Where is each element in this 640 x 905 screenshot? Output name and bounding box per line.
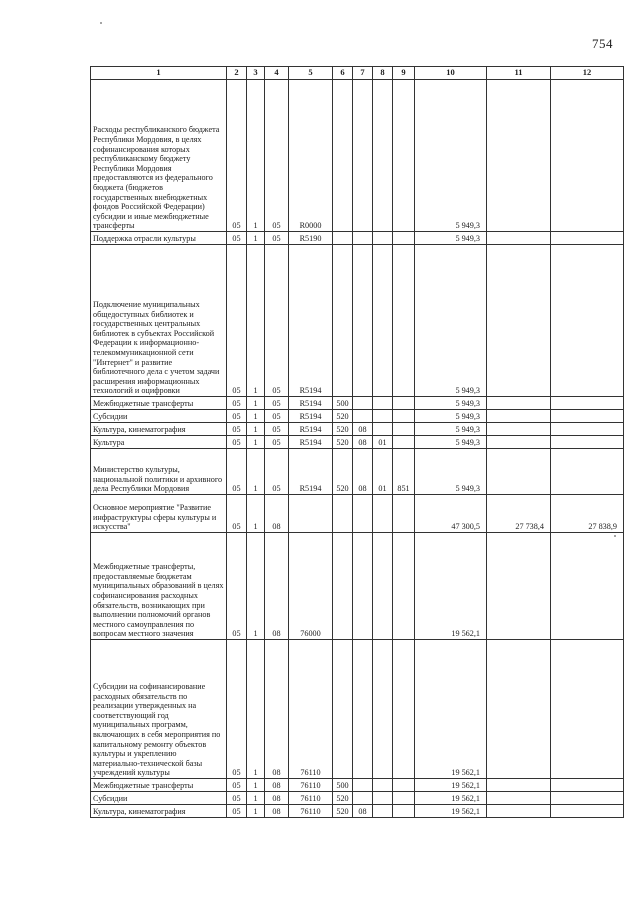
table-row bbox=[91, 80, 624, 232]
cell-col-10: 5 949,3 bbox=[415, 232, 487, 245]
cell-col-8 bbox=[373, 779, 393, 792]
table-row bbox=[91, 423, 624, 436]
cell-col-6 bbox=[333, 245, 353, 397]
cell-col-11 bbox=[487, 449, 551, 495]
cell-col-5: R5194 bbox=[289, 423, 333, 436]
column-header-8: 8 bbox=[373, 67, 393, 80]
cell-col-5 bbox=[289, 495, 333, 533]
cell-col-7 bbox=[353, 410, 373, 423]
cell-col-2: 05 bbox=[227, 232, 247, 245]
cell-col-2: 05 bbox=[227, 640, 247, 779]
cell-col-8: 01 bbox=[373, 436, 393, 449]
cell-col-7 bbox=[353, 80, 373, 232]
cell-col-5: R5194 bbox=[289, 397, 333, 410]
cell-col-12 bbox=[551, 423, 624, 436]
row-name-cell: Культура, кинематография bbox=[91, 805, 227, 818]
cell-col-7 bbox=[353, 640, 373, 779]
column-header-11: 11 bbox=[487, 67, 551, 80]
table-row bbox=[91, 640, 624, 779]
cell-col-6: 520 bbox=[333, 805, 353, 818]
row-name-cell: Субсидии bbox=[91, 792, 227, 805]
cell-col-9 bbox=[393, 436, 415, 449]
scan-speck bbox=[100, 22, 102, 24]
cell-col-12 bbox=[551, 232, 624, 245]
cell-col-8 bbox=[373, 232, 393, 245]
cell-col-11 bbox=[487, 410, 551, 423]
cell-col-2: 05 bbox=[227, 410, 247, 423]
cell-col-12 bbox=[551, 792, 624, 805]
column-header-4: 4 bbox=[265, 67, 289, 80]
cell-col-11 bbox=[487, 423, 551, 436]
row-name-cell: Субсидии на софинансирование расходных обязательств по реализации утвержденных на соответствующий год муниципальных программ, включающих в себя мероприятия по капитальному ремонту объектов культуры и укреплению материально-технической базы учреждений культуры bbox=[91, 640, 227, 779]
cell-col-5: R0000 bbox=[289, 80, 333, 232]
cell-col-9 bbox=[393, 245, 415, 397]
cell-col-2: 05 bbox=[227, 436, 247, 449]
cell-col-3: 1 bbox=[247, 792, 265, 805]
table-row bbox=[91, 805, 624, 818]
cell-col-9 bbox=[393, 232, 415, 245]
cell-col-3: 1 bbox=[247, 80, 265, 232]
cell-col-3: 1 bbox=[247, 245, 265, 397]
cell-col-10: 19 562,1 bbox=[415, 792, 487, 805]
cell-col-6: 500 bbox=[333, 779, 353, 792]
cell-col-10: 5 949,3 bbox=[415, 397, 487, 410]
cell-col-5: 76110 bbox=[289, 792, 333, 805]
table-row bbox=[91, 779, 624, 792]
cell-col-12: 27 838,9 bbox=[551, 495, 624, 533]
cell-col-5: 76110 bbox=[289, 640, 333, 779]
cell-col-10: 5 949,3 bbox=[415, 245, 487, 397]
cell-col-4: 05 bbox=[265, 449, 289, 495]
cell-col-2: 05 bbox=[227, 805, 247, 818]
cell-col-10: 5 949,3 bbox=[415, 436, 487, 449]
cell-col-3: 1 bbox=[247, 805, 265, 818]
cell-col-9 bbox=[393, 792, 415, 805]
cell-col-8 bbox=[373, 397, 393, 410]
cell-col-10: 19 562,1 bbox=[415, 640, 487, 779]
cell-col-3: 1 bbox=[247, 495, 265, 533]
cell-col-4: 05 bbox=[265, 410, 289, 423]
cell-col-7 bbox=[353, 397, 373, 410]
cell-col-3: 1 bbox=[247, 410, 265, 423]
cell-col-12 bbox=[551, 245, 624, 397]
cell-col-7 bbox=[353, 779, 373, 792]
row-name-cell: Поддержка отрасли культуры bbox=[91, 232, 227, 245]
cell-col-2: 05 bbox=[227, 423, 247, 436]
cell-col-8 bbox=[373, 495, 393, 533]
cell-col-8 bbox=[373, 533, 393, 640]
budget-table bbox=[90, 66, 624, 818]
cell-col-6 bbox=[333, 533, 353, 640]
table-row bbox=[91, 792, 624, 805]
cell-col-4: 08 bbox=[265, 805, 289, 818]
cell-col-11 bbox=[487, 80, 551, 232]
table-row bbox=[91, 410, 624, 423]
cell-col-4: 05 bbox=[265, 80, 289, 232]
row-name-cell: Культура bbox=[91, 436, 227, 449]
table-row bbox=[91, 232, 624, 245]
cell-col-3: 1 bbox=[247, 423, 265, 436]
table-row bbox=[91, 533, 624, 640]
cell-col-11 bbox=[487, 805, 551, 818]
cell-col-12 bbox=[551, 533, 624, 640]
row-name-cell: Межбюджетные трансферты bbox=[91, 397, 227, 410]
cell-col-3: 1 bbox=[247, 232, 265, 245]
cell-col-11 bbox=[487, 792, 551, 805]
cell-col-6: 520 bbox=[333, 792, 353, 805]
row-name-cell: Субсидии bbox=[91, 410, 227, 423]
cell-col-2: 05 bbox=[227, 80, 247, 232]
cell-col-3: 1 bbox=[247, 640, 265, 779]
cell-col-6 bbox=[333, 232, 353, 245]
cell-col-4: 08 bbox=[265, 792, 289, 805]
cell-col-10: 19 562,1 bbox=[415, 805, 487, 818]
cell-col-9 bbox=[393, 805, 415, 818]
cell-col-6 bbox=[333, 80, 353, 232]
scan-speck bbox=[614, 535, 616, 537]
cell-col-4: 05 bbox=[265, 232, 289, 245]
row-name-cell: Расходы республиканского бюджета Республики Мордовия, в целях софинансирования которых республиканскому бюджету Республики Мордовия предоставляются из федерального бюджета (бюджетов государственных внебюджетных фондов Российской Федерации) субсидии и иные межбюджетные трансферты bbox=[91, 80, 227, 232]
cell-col-11: 27 738,4 bbox=[487, 495, 551, 533]
cell-col-5: R5194 bbox=[289, 449, 333, 495]
cell-col-12 bbox=[551, 805, 624, 818]
cell-col-11 bbox=[487, 533, 551, 640]
cell-col-10: 5 949,3 bbox=[415, 410, 487, 423]
column-header-10: 10 bbox=[415, 67, 487, 80]
cell-col-9 bbox=[393, 423, 415, 436]
cell-col-6: 520 bbox=[333, 449, 353, 495]
cell-col-2: 05 bbox=[227, 779, 247, 792]
cell-col-8 bbox=[373, 805, 393, 818]
cell-col-7 bbox=[353, 792, 373, 805]
cell-col-10: 5 949,3 bbox=[415, 80, 487, 232]
cell-col-9 bbox=[393, 779, 415, 792]
cell-col-4: 05 bbox=[265, 245, 289, 397]
cell-col-8 bbox=[373, 80, 393, 232]
cell-col-7 bbox=[353, 245, 373, 397]
cell-col-12 bbox=[551, 397, 624, 410]
cell-col-5: 76110 bbox=[289, 805, 333, 818]
table-row bbox=[91, 397, 624, 410]
cell-col-6: 520 bbox=[333, 436, 353, 449]
cell-col-12 bbox=[551, 449, 624, 495]
cell-col-8 bbox=[373, 245, 393, 397]
cell-col-3: 1 bbox=[247, 397, 265, 410]
cell-col-4: 08 bbox=[265, 640, 289, 779]
row-name-cell: Межбюджетные трансферты, предоставляемые бюджетам муниципальных образований в целях софинансирования расходных обязательств, возникающих при выполнении полномочий органов местного самоуправления по вопросам местного значения bbox=[91, 533, 227, 640]
cell-col-12 bbox=[551, 80, 624, 232]
column-header-2: 2 bbox=[227, 67, 247, 80]
cell-col-2: 05 bbox=[227, 495, 247, 533]
cell-col-11 bbox=[487, 640, 551, 779]
cell-col-11 bbox=[487, 245, 551, 397]
cell-col-3: 1 bbox=[247, 449, 265, 495]
cell-col-7 bbox=[353, 495, 373, 533]
cell-col-4: 05 bbox=[265, 423, 289, 436]
table-row bbox=[91, 436, 624, 449]
cell-col-3: 1 bbox=[247, 533, 265, 640]
row-name-cell: Основное мероприятие "Развитие инфраструктуры сферы культуры и искусства" bbox=[91, 495, 227, 533]
cell-col-10: 5 949,3 bbox=[415, 449, 487, 495]
column-header-5: 5 bbox=[289, 67, 333, 80]
cell-col-9: 851 bbox=[393, 449, 415, 495]
cell-col-11 bbox=[487, 779, 551, 792]
cell-col-9 bbox=[393, 533, 415, 640]
column-header-7: 7 bbox=[353, 67, 373, 80]
cell-col-10: 19 562,1 bbox=[415, 533, 487, 640]
cell-col-7: 08 bbox=[353, 449, 373, 495]
cell-col-4: 05 bbox=[265, 397, 289, 410]
cell-col-2: 05 bbox=[227, 397, 247, 410]
cell-col-8 bbox=[373, 410, 393, 423]
cell-col-6 bbox=[333, 495, 353, 533]
cell-col-9 bbox=[393, 410, 415, 423]
cell-col-4: 08 bbox=[265, 495, 289, 533]
column-header-12: 12 bbox=[551, 67, 624, 80]
column-header-3: 3 bbox=[247, 67, 265, 80]
cell-col-12 bbox=[551, 410, 624, 423]
cell-col-5: R5194 bbox=[289, 410, 333, 423]
cell-col-6: 500 bbox=[333, 397, 353, 410]
page-number: 754 bbox=[592, 36, 613, 51]
cell-col-11 bbox=[487, 397, 551, 410]
row-name-cell: Межбюджетные трансферты bbox=[91, 779, 227, 792]
row-name-cell: Культура, кинематография bbox=[91, 423, 227, 436]
table-row bbox=[91, 449, 624, 495]
row-name-cell: Министерство культуры, национальной политики и архивного дела Республики Мордовия bbox=[91, 449, 227, 495]
cell-col-8 bbox=[373, 640, 393, 779]
cell-col-8 bbox=[373, 792, 393, 805]
cell-col-8 bbox=[373, 423, 393, 436]
cell-col-12 bbox=[551, 640, 624, 779]
cell-col-3: 1 bbox=[247, 779, 265, 792]
cell-col-7 bbox=[353, 232, 373, 245]
cell-col-7 bbox=[353, 533, 373, 640]
cell-col-5: 76110 bbox=[289, 779, 333, 792]
cell-col-5: R5194 bbox=[289, 436, 333, 449]
cell-col-5: R5190 bbox=[289, 232, 333, 245]
cell-col-4: 05 bbox=[265, 436, 289, 449]
cell-col-9 bbox=[393, 495, 415, 533]
cell-col-2: 05 bbox=[227, 245, 247, 397]
cell-col-9 bbox=[393, 640, 415, 779]
cell-col-7: 08 bbox=[353, 423, 373, 436]
cell-col-11 bbox=[487, 232, 551, 245]
cell-col-2: 05 bbox=[227, 533, 247, 640]
cell-col-6 bbox=[333, 640, 353, 779]
column-header-9: 9 bbox=[393, 67, 415, 80]
cell-col-7: 08 bbox=[353, 436, 373, 449]
cell-col-10: 47 300,5 bbox=[415, 495, 487, 533]
cell-col-5: 76000 bbox=[289, 533, 333, 640]
cell-col-2: 05 bbox=[227, 792, 247, 805]
cell-col-12 bbox=[551, 779, 624, 792]
table-row bbox=[91, 245, 624, 397]
cell-col-8: 01 bbox=[373, 449, 393, 495]
cell-col-6: 520 bbox=[333, 410, 353, 423]
column-header-6: 6 bbox=[333, 67, 353, 80]
cell-col-6: 520 bbox=[333, 423, 353, 436]
cell-col-11 bbox=[487, 436, 551, 449]
cell-col-2: 05 bbox=[227, 449, 247, 495]
cell-col-9 bbox=[393, 80, 415, 232]
cell-col-7: 08 bbox=[353, 805, 373, 818]
table-row bbox=[91, 495, 624, 533]
cell-col-10: 19 562,1 bbox=[415, 779, 487, 792]
cell-col-12 bbox=[551, 436, 624, 449]
cell-col-5: R5194 bbox=[289, 245, 333, 397]
cell-col-9 bbox=[393, 397, 415, 410]
cell-col-3: 1 bbox=[247, 436, 265, 449]
column-header-1: 1 bbox=[91, 67, 227, 80]
table-header-row bbox=[91, 67, 624, 80]
cell-col-4: 08 bbox=[265, 533, 289, 640]
cell-col-10: 5 949,3 bbox=[415, 423, 487, 436]
row-name-cell: Подключение муниципальных общедоступных библиотек и государственных центральных библиотек в субъектах Российской Федерации к информационно-телекоммуникационной сети "Интернет" и развитие библиотечного дела с учетом задачи расширения информационных технологий и оцифровки bbox=[91, 245, 227, 397]
cell-col-4: 08 bbox=[265, 779, 289, 792]
